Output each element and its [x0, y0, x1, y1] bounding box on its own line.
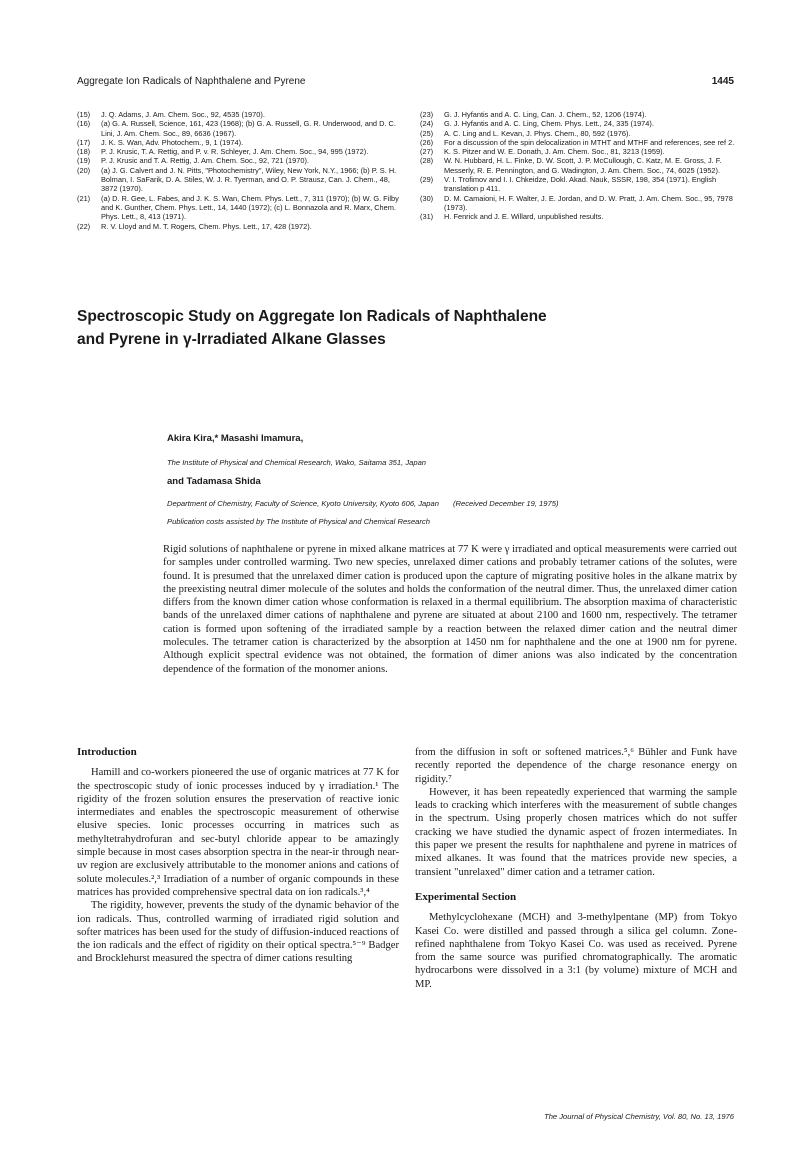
reference-text: K. S. Pitzer and W. E. Donath, J. Am. Chem. Soc., 81, 3213 (1959).: [444, 147, 665, 157]
reference-number: (20): [77, 165, 91, 175]
body-paragraph: The rigidity, however, prevents the study of the dynamic behavior of the ion radicals. Thus, controlled warming of irradiated rigid solution and softer matrices has been used for the study of diffusion-induced reactions of the ion radicals and the effect of rigidity on their optical spectra.⁵⁻⁹ Badger and Brocklehurst measured the spectra of dimer cations resulting: [77, 900, 399, 965]
running-head: [77, 76, 734, 92]
reference-text: A. C. Ling and L. Kevan, J. Phys. Chem., 80, 592 (1976).: [444, 128, 631, 138]
reference-number: (26): [420, 137, 434, 147]
reference-number: (23): [420, 110, 434, 119]
running-head-title: Aggregate Ion Radicals of Naphthalene and Pyrene: [77, 76, 306, 87]
reference-text: H. Fenrick and J. E. Willard, unpublished results.: [444, 212, 604, 222]
references-right-column: [420, 110, 738, 222]
reference-text: (a) J. G. Calvert and J. N. Pitts, "Photochemistry", Wiley, New York, N.Y., 1966; (b) P. S. H. Bolman, I. SaFarik, D. A. Stiles, W. J. R. Tyerman, and O. P. Strausz, Can. J. Chem., 48, 3872 (1970).: [101, 165, 397, 194]
references-left-column: [77, 110, 399, 231]
abstract: Rigid solutions of naphthalene or pyrene in mixed alkane matrices at 77 K were γ irradiated and optical measurements were carried out for samples under controlled warming. Two new species, unrelaxed dimer cations and probably tetramer cations of the solutes, were found. It is presumed that the unrelaxed dimer cation is produced upon the capture of migrating positive holes in the alkane matrix by the preexisting neutral dimer molecule of the solutes and holds the conformation of the neutral dimer. Thus, the unrelaxed dimer cation differs from the known dimer cation whose conformation is relaxed in a thermal equilibrium. The absorption maxima of characteristic bands of the unrelaxed dimer cations of naphthalene and pyrene are situated at about 2100 and 1600 nm, respectively. The tetramer cation is formed upon softening of the irradiated sample by a reaction between the relaxed dimer cation and the neutral dimer molecules. The tetramer cation is characterized by the absorption at 1450 nm for naphthalene and the one at 1900 nm for pyrene. Although explicit spectral evidence was not obtained, the formation of dimer anions was also indicated by the concentration dependence of the formation of the monomer anions.: [163, 544, 737, 675]
reference-text: For a discussion of the spin delocalization in MTHT and MTHF and references, see ref 2.: [444, 137, 735, 147]
body-paragraph: Hamill and co-workers pioneered the use of organic matrices at 77 K for the spectroscopic study of ionic processes induced by γ irradiation.¹ The rigidity of the frozen solution ensures the preservation of reactive ionic intermediates and enables the spectroscopic measurement of otherwise elusive species. Ionic processes occurring in matrices such as methyltetrahydrofuran and sec-butyl chloride appear to be amazingly simple because in most cases absorption spectra in the near-ir through near-uv region are exclusively attributable to the monomer anions and cations of solute molecules.²,³ Irradiation of a number of organic compounds in these matrices has provided comprehensive spectral data on ion radicals.³,⁴: [77, 767, 399, 898]
reference-item: [420, 212, 738, 221]
reference-number: (21): [77, 193, 91, 203]
reference-number: (22): [77, 221, 91, 231]
reference-item: [77, 110, 399, 119]
reference-text: J. K. S. Wan, Adv. Photochem., 9, 1 (1974).: [101, 137, 244, 147]
reference-number: (27): [420, 147, 434, 157]
affiliation-2: Department of Chemistry, Faculty of Science, Kyoto University, Kyoto 606, Japan: [167, 499, 439, 508]
affiliation-2-line: [167, 499, 558, 508]
reference-item: [77, 119, 399, 138]
reference-text: P. J. Krusic and T. A. Rettig, J. Am. Chem. Soc., 92, 721 (1970).: [101, 156, 309, 166]
reference-item: [77, 194, 399, 222]
reference-number: (25): [420, 128, 434, 138]
publication-costs-note: Publication costs assisted by The Institute of Physical and Chemical Research: [167, 517, 430, 526]
article-title-line-1: Spectroscopic Study on Aggregate Ion Radicals of Naphthalene: [77, 308, 547, 325]
page-number: 1445: [711, 76, 734, 87]
reference-text: (a) D. R. Gee, L. Fabes, and J. K. S. Wan, Chem. Phys. Lett., 7, 311 (1970); (b) W. G. Filby and K. Gunther, Chem. Phys. Lett., 14, 1440 (1972); (c) L. Bonnazola and R. Marx, Chem. Phys. Lett., 8, 413 (1971).: [101, 193, 399, 222]
article-title-line-2: and Pyrene in γ-Irradiated Alkane Glasses: [77, 331, 386, 348]
reference-item: [420, 110, 738, 119]
reference-number: (16): [77, 119, 91, 129]
reference-item: [77, 166, 399, 194]
reference-item: [77, 222, 399, 231]
reference-number: (18): [77, 147, 91, 157]
body-paragraph: from the diffusion in soft or softened matrices.⁵,⁶ Bühler and Funk have recently reported the dependence of the charge resonance energy on rigidity.⁷: [415, 747, 737, 785]
section-heading-introduction: Introduction: [77, 746, 137, 758]
reference-text: D. M. Camaioni, H. F. Walter, J. E. Jordan, and D. W. Pratt, J. Am. Chem. Soc., 95, 7978 (1973).: [444, 193, 733, 212]
reference-number: (31): [420, 212, 434, 222]
reference-number: (15): [77, 110, 91, 119]
affiliation-1: The Institute of Physical and Chemical Research, Wako, Saitama 351, Japan: [167, 458, 427, 467]
reference-item: [420, 138, 738, 147]
reference-text: V. I. Trofimov and I. I. Chkeidze, Dokl. Akad. Nauk, SSSR, 198, 354 (1971). English translation p 411.: [444, 175, 717, 194]
reference-number: (30): [420, 193, 434, 203]
body-paragraph: However, it has been repeatedly experienced that warming the sample leads to cracking which interferes with the measurement of subtle changes in the spectrum. Using properly chosen matrices which do not suffer cracking we have studied the dynamic aspect of frozen intermediates. In this paper we present the results for naphthalene and pyrene in matrices of mixed alkanes. It was found that the matrices provide new species, a transient "unrelaxed" dimer cation and a tetramer cation.: [415, 786, 737, 878]
reference-number: (24): [420, 119, 434, 129]
reference-item: [77, 138, 399, 147]
body-paragraph: Methylcyclohexane (MCH) and 3-methylpentane (MP) from Tokyo Kasei Co. were distilled and passed through a silica gel column. Zone-refined naphthalene from Tokyo Kasei Co. was used as received. Pyrene from the same source was purified chromatographically. The aromatic hydrocarbons were dissolved in a 3:1 (by volume) mixture of MCH and MP.: [415, 912, 737, 990]
reference-text: G. J. Hyfantis and A. C. Ling, Chem. Phys. Lett., 24, 335 (1974).: [444, 119, 654, 129]
reference-text: P. J. Krusic, T. A. Rettig, and P. v. R. Schleyer, J. Am. Chem. Soc., 94, 995 (1972).: [101, 147, 369, 157]
reference-text: W. N. Hubbard, H. L. Finke, D. W. Scott, J. P. McCullough, C. Katz, M. E. Gross, J. F. Messerly, R. E. Pennington, and G. Wadington, J. Am. Chem. Soc., 74, 6025 (1952).: [444, 156, 722, 175]
body-left-column: [77, 746, 399, 966]
reference-item: [420, 119, 738, 128]
journal-footer: The Journal of Physical Chemistry, Vol. 80, No. 13, 1976: [544, 1112, 734, 1121]
body-right-column: [415, 746, 737, 991]
reference-item: [420, 129, 738, 138]
reference-text: J. Q. Adams, J. Am. Chem. Soc., 92, 4535 (1970).: [101, 110, 265, 119]
reference-text: G. J. Hyfantis and A. C. Ling, Can. J. Chem., 52, 1206 (1974).: [444, 110, 647, 119]
reference-number: (29): [420, 175, 434, 185]
authors-group-2: and Tadamasa Shida: [167, 476, 261, 487]
section-heading-experimental: Experimental Section: [415, 890, 517, 903]
reference-text: R. V. Lloyd and M. T. Rogers, Chem. Phys. Lett., 17, 428 (1972).: [101, 221, 312, 231]
reference-item: [420, 175, 738, 194]
authors-group-1: Akira Kira,* Masashi Imamura,: [167, 433, 304, 444]
article-title: [77, 305, 697, 351]
reference-item: [420, 147, 738, 156]
reference-number: (19): [77, 156, 91, 166]
received-date: (Received December 19, 1975): [452, 499, 559, 508]
reference-item: [420, 194, 738, 213]
reference-number: (28): [420, 156, 434, 166]
reference-text: (a) G. A. Russell, Science, 161, 423 (1968); (b) G. A. Russell, G. R. Underwood, and D. C. Lini, J. Am. Chem. Soc., 89, 6636 (1967).: [101, 119, 396, 138]
reference-number: (17): [77, 137, 91, 147]
reference-item: [420, 156, 738, 175]
reference-item: [77, 147, 399, 156]
reference-item: [77, 156, 399, 165]
